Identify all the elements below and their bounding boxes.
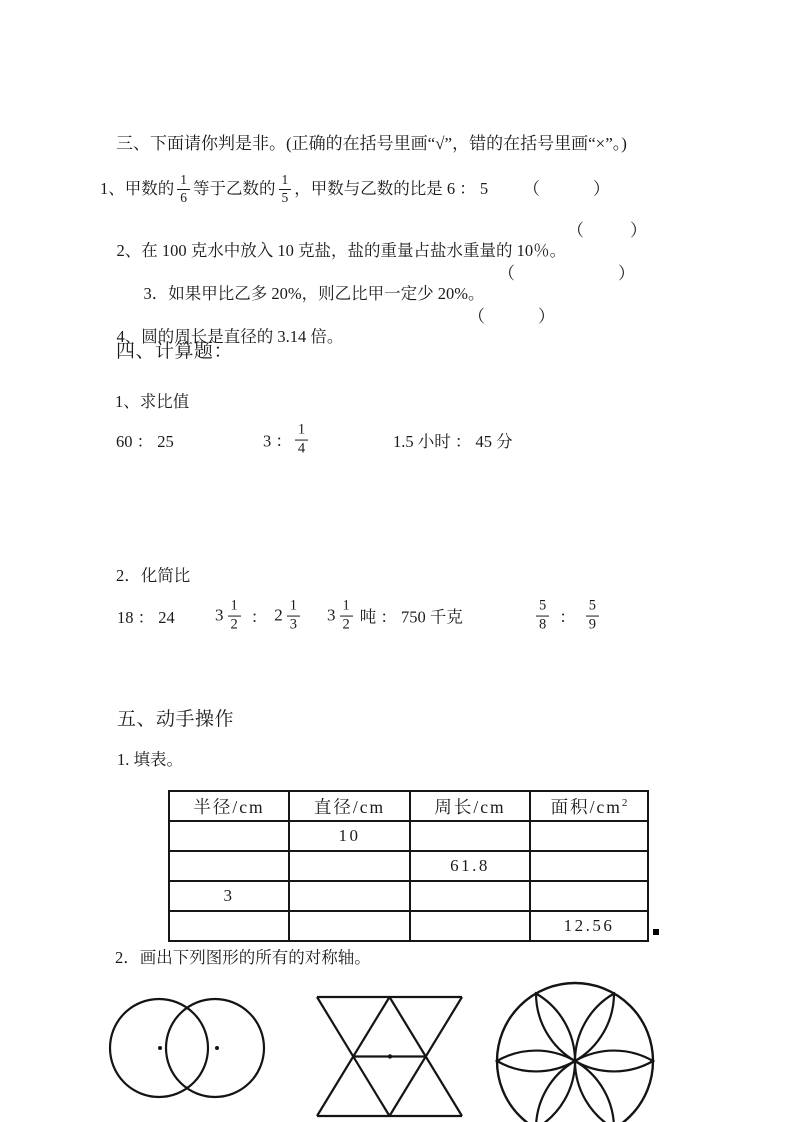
section3-heading: 三、下面请你判是非。(正确的在括号里画“√”，错的在括号里画“×”。)	[116, 134, 627, 153]
section4-sub2: 2．化简比	[116, 566, 191, 585]
cell-r3c3[interactable]	[410, 881, 530, 911]
q3-paren-open: （	[498, 264, 515, 283]
header-circumference: 周长/cm	[410, 791, 530, 821]
q2-paren-open: （	[567, 221, 584, 240]
rosette-center-dot	[573, 1059, 578, 1064]
figure-overlapping-circles	[105, 992, 270, 1104]
table-row	[169, 911, 648, 941]
cell-r2c1[interactable]	[169, 851, 289, 881]
ratio-fifths: $\frac{5}{8}$ ： $\frac{5}{9}$	[533, 599, 602, 634]
header-radius: 半径/cm	[169, 791, 289, 821]
ratio-18-24: 18 ： 24	[117, 608, 175, 627]
q1-paren-open: （	[523, 179, 540, 199]
circle-fill-table	[168, 790, 649, 942]
q2-paren-close: ）	[630, 221, 647, 240]
section4-heading: 四、计算题：	[116, 341, 234, 362]
fraction-one-half: $\frac{1}{2}$	[340, 599, 353, 634]
q1-text-3: ，甲数与乙数的比是 6 ： 5	[294, 178, 489, 198]
ratio-value-row	[0, 418, 793, 462]
fraction-one-fifth: $\frac{1}{5}$	[279, 173, 292, 206]
q1-paren-close: ）	[593, 179, 610, 199]
cell-r3c2[interactable]	[289, 881, 410, 911]
figure-six-petal-rosette	[495, 981, 657, 1122]
figure-triangle-pattern	[312, 992, 468, 1118]
table-row	[169, 851, 648, 881]
right-circle-center-dot	[215, 1046, 219, 1050]
ratio-hours-minutes: 1.5 小时 ： 45 分	[393, 432, 513, 451]
fraction-one-third: $\frac{1}{3}$	[287, 599, 300, 634]
cell-r4c1[interactable]	[169, 911, 289, 941]
cell-r4c3[interactable]	[410, 911, 530, 941]
cell-r2c4[interactable]	[530, 851, 648, 881]
q4-paren-open: （	[468, 307, 485, 326]
table-corner-handle-dot	[653, 929, 659, 935]
triangle-center-dot	[388, 1054, 392, 1058]
ratio-tons-kilograms: 3 $\frac{1}{2}$ 吨 ： 750 千克	[327, 597, 463, 633]
fraction-five-ninths: $\frac{5}{9}$	[586, 599, 599, 634]
ratio-60-25: 60 ： 25	[116, 432, 174, 451]
cell-r2c2[interactable]	[289, 851, 410, 881]
fraction-one-half: $\frac{1}{2}$	[228, 599, 241, 634]
cell-r1c3[interactable]	[410, 821, 530, 851]
question-1	[100, 170, 700, 208]
table-row	[169, 881, 648, 911]
cell-r1c4[interactable]	[530, 821, 648, 851]
q3-paren-close: ）	[618, 264, 635, 283]
section5-sub2: 2．画出下列图形的所有的对称轴。	[115, 948, 371, 967]
section4-sub1: 1、求比值	[115, 392, 190, 411]
q1-text-1: 1、甲数的	[100, 178, 175, 198]
fraction-one-quarter: $\frac{1}{4}$	[295, 423, 308, 458]
q2-text: 2、在 100 克水中放入 10 克盐，盐的重量占盐水重量的 10％。	[116, 240, 567, 260]
section5-sub1: 1. 填表。	[117, 750, 183, 769]
simplify-ratio-row	[0, 592, 793, 640]
q4-paren-close: ）	[538, 307, 555, 326]
cell-r2c3[interactable]: 61.8	[410, 851, 530, 881]
cell-r1c2[interactable]: 10	[289, 821, 410, 851]
cell-r3c1[interactable]: 3	[169, 881, 289, 911]
ratio-3-quarter: 3 ： $\frac{1}{4}$	[263, 423, 311, 458]
ratio-mixed-numbers: 3 $\frac{1}{2}$ ： 2 $\frac{1}{3}$	[215, 599, 303, 634]
q3-text: 3．如果甲比乙多 20%，则乙比甲一定少 20%。	[143, 283, 485, 303]
table-row	[169, 821, 648, 851]
fraction-one-sixth: $\frac{1}{6}$	[177, 173, 190, 206]
table-header-row	[169, 791, 648, 821]
fraction-five-eighths: $\frac{5}{8}$	[536, 599, 549, 634]
header-diameter: 直径/cm	[289, 791, 410, 821]
q1-text-2: 等于乙数的	[193, 178, 276, 198]
cell-r4c2[interactable]	[289, 911, 410, 941]
cell-r1c1[interactable]	[169, 821, 289, 851]
cell-r3c4[interactable]	[530, 881, 648, 911]
q4-text: 4、圆的周长是直径的 3.14 倍。	[116, 326, 344, 346]
header-area: 面积$/cm^2$	[530, 791, 648, 821]
cell-r4c4[interactable]: 12.56	[530, 911, 648, 941]
section5-heading: 五、动手操作	[117, 709, 235, 730]
left-circle-center-dot	[158, 1046, 162, 1050]
